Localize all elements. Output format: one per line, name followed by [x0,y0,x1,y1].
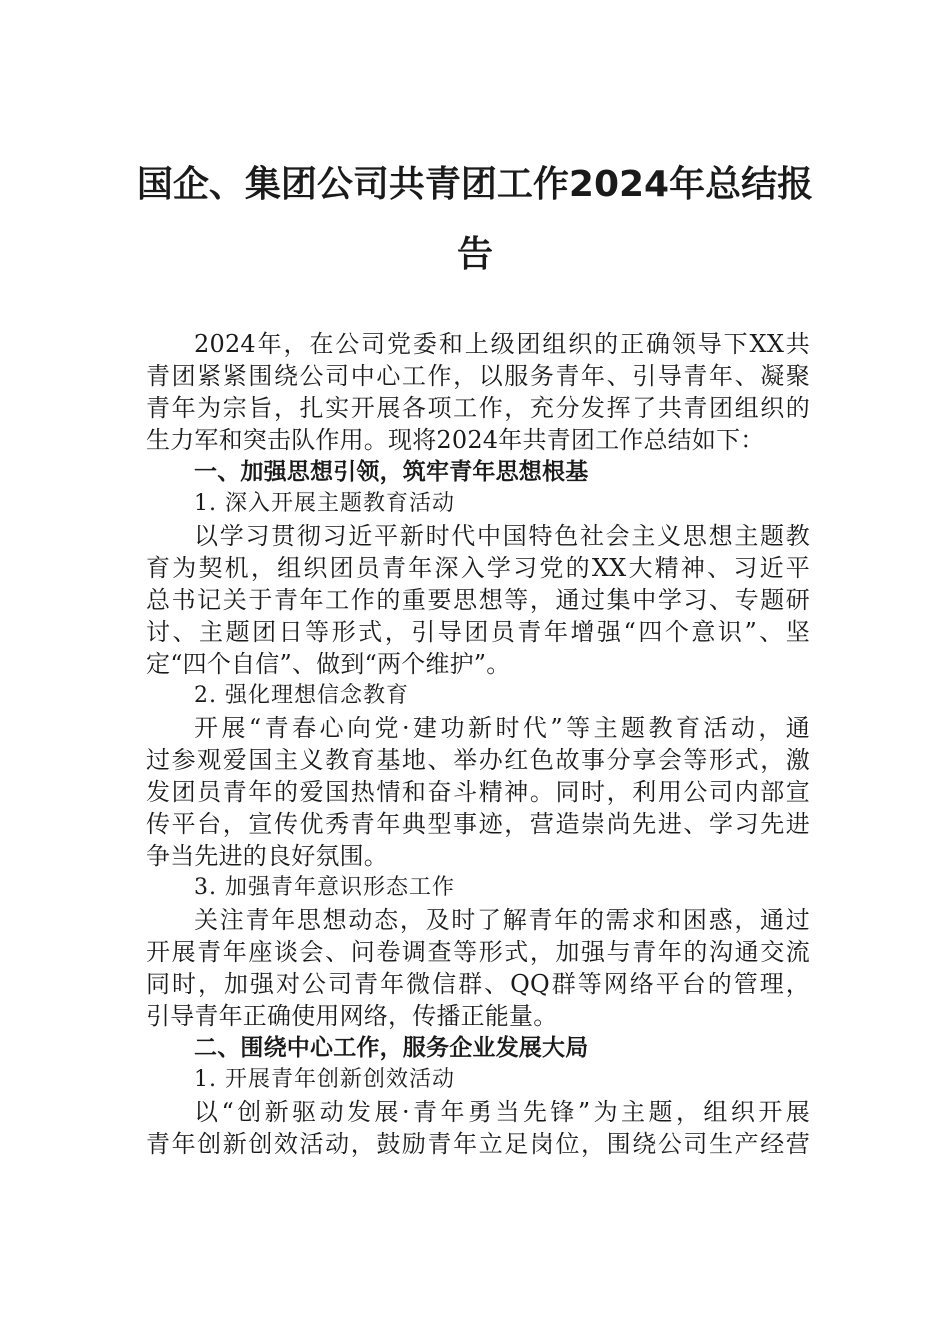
paragraph-line: 过参观爱国主义教育基地、举办红色故事分享会等形式，激 [146,746,810,774]
paragraph-line: 以学习贯彻习近平新时代中国特色社会主义思想主题教 [194,522,810,550]
paragraph-line: 青年创新创效活动，鼓励青年立足岗位，围绕公司生产经营 [146,1130,810,1158]
paragraph-line: 同时，加强对公司青年微信群、QQ群等网络平台的管理， [146,970,810,998]
paragraph-line: 争当先进的良好氛围。 [146,842,388,870]
paragraph-line: 关注青年思想动态，及时了解青年的需求和困惑，通过 [194,906,810,934]
paragraph-line: 开展青年座谈会、问卷调查等形式，加强与青年的沟通交流 [146,938,810,966]
paragraph-line: 青年为宗旨，扎实开展各项工作，充分发挥了共青团组织的 [146,394,810,422]
paragraph-line: 传平台，宣传优秀青年典型事迹，营造崇尚先进、学习先进 [146,810,810,838]
paragraph-line: 育为契机，组织团员青年深入学习党的XX大精神、习近平 [146,554,810,582]
paragraph-line: 定“四个自信”、做到“两个维护”。 [146,650,511,678]
subsection-heading-1-2: 2. 强化理想信念教育 [194,683,409,708]
document-body [146,328,810,1160]
paragraph-line: 开展“青春心向党·建功新时代”等主题教育活动，通 [194,714,810,742]
subsection-heading-1-1: 1. 深入开展主题教育活动 [194,491,455,516]
section-heading-2: 二、围绕中心工作，服务企业发展大局 [194,1035,589,1061]
paragraph-line: 以“创新驱动发展·青年勇当先锋”为主题，组织开展 [194,1098,810,1126]
paragraph-line: 总书记关于青年工作的重要思想等，通过集中学习、专题研 [146,586,810,614]
document-title-line-1: 国企、集团公司共青团工作2024年总结报 [136,164,814,205]
section-heading-1: 一、加强思想引领，筑牢青年思想根基 [194,459,589,485]
paragraph-line: 引导青年正确使用网络，传播正能量。 [146,1002,558,1030]
paragraph-line: 讨、主题团日等形式，引导团员青年增强“四个意识”、坚 [146,618,810,646]
subsection-heading-1-3: 3. 加强青年意识形态工作 [194,875,455,900]
paragraph-line: 发团员青年的爱国热情和奋斗精神。同时，利用公司内部宣 [146,778,810,806]
document-title-line-2: 告 [456,234,493,275]
paragraph-line: 青团紧紧围绕公司中心工作，以服务青年、引导青年、凝聚 [146,362,810,390]
paragraph-line: 生力军和突击队作用。现将2024年共青团工作总结如下： [146,426,765,454]
paragraph-line: 2024年，在公司党委和上级团组织的正确领导下XX共 [194,330,810,358]
subsection-heading-2-1: 1. 开展青年创新创效活动 [194,1067,455,1092]
